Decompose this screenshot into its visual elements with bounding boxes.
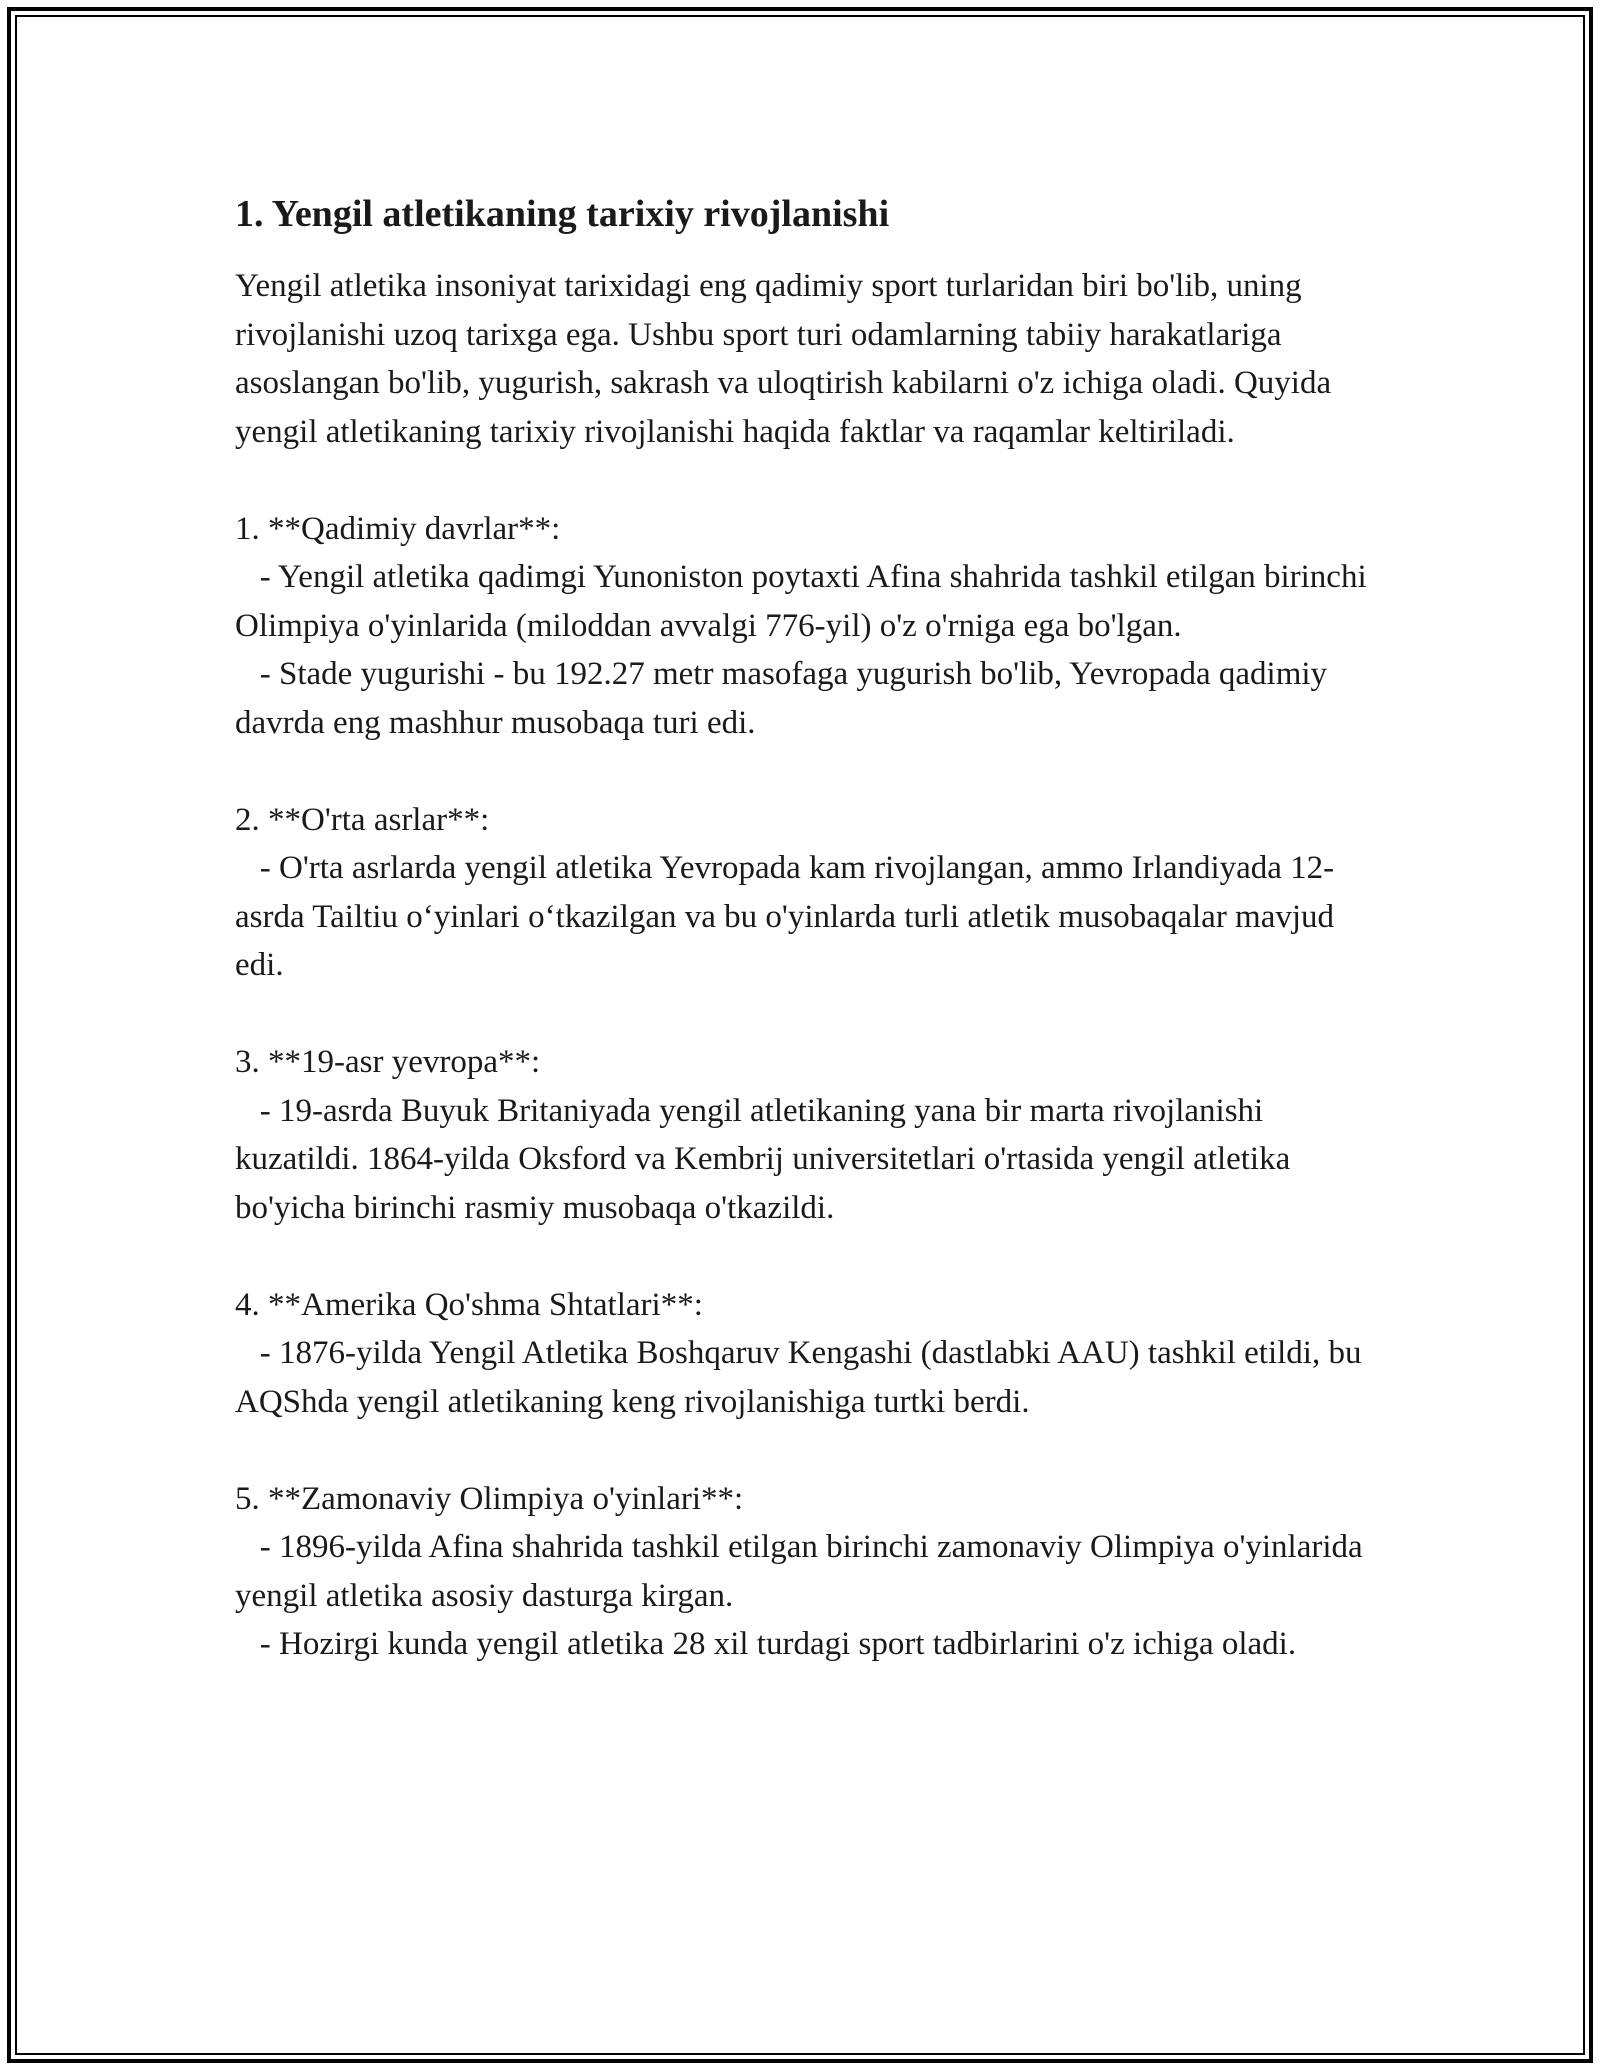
bullet-item: - 1876-yilda Yengil Atletika Boshqaruv Kengashi (dastlabki AAU) tashkil etildi, bu AQShda yengil atletikaning keng rivojlanishiga turtki berdi. — [235, 1335, 1368, 1420]
section-title: 3. **19-asr yevropa**: — [235, 1044, 541, 1080]
intro-paragraph: Yengil atletika insoniyat tarixidagi eng qadimiy sport turlaridan biri bo'lib, uning rivojlanishi uzoq tarixga ega. Ushbu sport turi odamlarning tabiiy harakatlariga asoslangan bo'lib, yugurish, sakrash va uloqtirish kabilarni o'z ichiga oladi. Quyida yengil atletikaning tarixiy rivojlanishi haqida faktlar va raqamlar keltiriladi. — [235, 268, 1332, 450]
bullet-item: - Hozirgi kunda yengil atletika 28 xil turdagi sport tadbirlarini o'z ichiga oladi. — [235, 1626, 1297, 1662]
section-ancient — [235, 505, 1375, 748]
section-modern-olympics — [235, 1475, 1375, 1669]
document-body — [235, 186, 1375, 1669]
bullet-item: - 1896-yilda Afina shahrida tashkil etilgan birinchi zamonaviy Olimpiya o'yinlarida yengil atletika asosiy dasturga kirgan. — [235, 1529, 1371, 1614]
section-19th-century — [235, 1038, 1375, 1232]
bullet-item: - Stade yugurishi - bu 192.27 metr masofaga yugurish bo'lib, Yevropada qadimiy davrda eng mashhur musobaqa turi edi. — [235, 656, 1336, 741]
bullet-item: - O'rta asrlarda yengil atletika Yevropada kam rivojlangan, ammo Irlandiyada 12-asrda Tailtiu oʻyinlari oʻtkazilgan va bu o'yinlarda turli atletik musobaqalar mavjud edi. — [235, 850, 1343, 983]
bullet-item: - Yengil atletika qadimgi Yunoniston poytaxti Afina shahrida tashkil etilgan birinchi Olimpiya o'yinlarida (miloddan avvalgi 776-yil) o'z o'rniga ega bo'lgan. — [235, 559, 1375, 644]
section-heading: 1. Yengil atletikaning tarixiy rivojlanishi — [235, 193, 890, 235]
section-usa — [235, 1281, 1375, 1427]
section-title: 2. **O'rta asrlar**: — [235, 801, 490, 838]
section-title: 4. **Amerika Qo'shma Shtatlari**: — [235, 1286, 703, 1323]
bullet-item: - 19-asrda Buyuk Britaniyada yengil atletikaning yana bir marta rivojlanishi kuzatildi. 1864-yilda Oksford va Kembrij universitetlari o'rtasida yengil atletika bo'yicha birinchi rasmiy musobaqa o'tkazildi. — [235, 1092, 1299, 1226]
section-title: 5. **Zamonaviy Olimpiya o'yinlari**: — [235, 1480, 744, 1517]
section-middle-ages — [235, 796, 1375, 990]
section-title: 1. **Qadimiy davrlar**: — [235, 510, 561, 547]
